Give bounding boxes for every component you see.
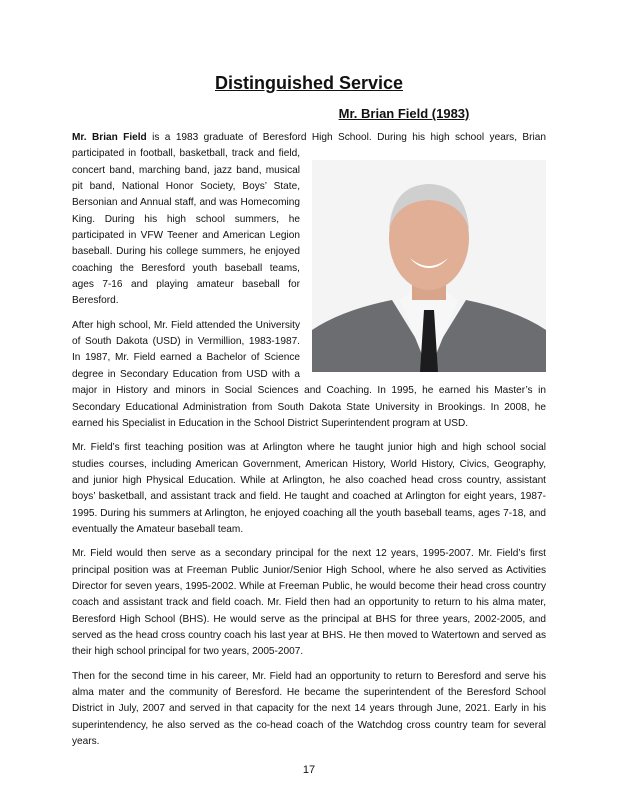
page-title: Distinguished Service <box>214 73 404 93</box>
paragraph: Mr. Field would then serve as a secondary principal for the next 12 years, 1995-2007. Mr. Field’s first principal position was at Freeman Public Junior/Senior High School, where he also served as Activities Director for seven years, 1995-2002. While at Freeman Public, he would become their head cross country coach and assistant track and field coach. Mr. Field then had an opportunity to return to his alma mater, Beresford High School (BHS). He would serve as the principal at BHS for three years, 2002-2005, and served as the head cross country coach his last year at BHS. He then moved to Watertown and served as their high school principal for two years, 2005-2007. <box>72 548 546 658</box>
section-subtitle <box>0 106 618 121</box>
portrait-photo-icon <box>312 160 546 372</box>
paragraph: After high school, Mr. Field attended the University of South Dakota (USD) in Vermillion, 1983-1987. In 1987, Mr. Field earned a Bachelor of Science degree in Secondary Education from USD with a major in History and minors in Social Sciences and Coaching. In 1995, he earned his Master’s in Secondary Educational Administration from South Dakota State University in Brookings. In 2008, he earned his Specialist in Education in the School District Superintendent program at USD. <box>72 319 546 429</box>
paragraph: Mr. Field’s first teaching position was at Arlington where he taught junior high and high school social studies courses, including American Government, American History, World History, Civics, Geography, and junior high Physical Education. While at Arlington, he also coached head cross country, assistant boys’ basketball, and assistant track and field. He taught and coached at Arlington for eight years, 1987-1995. During his summers at Arlington, he enjoyed coaching all the youth baseball teams, ages 7-18, and eventually the Amateur baseball team. <box>72 442 546 535</box>
page-number: 17 <box>302 764 316 776</box>
paragraph-text: is a 1983 graduate of Beresford High School. During his high school years, Brian participated in football, basketball, track and field, concert band, marching band, jazz band, musical pit band, National Honor Society, Boys’ State, Bersonian and Annual staff, and was Homecoming King. During his high school summers, he participated in VFW Teener and American Legion baseball. During his college summers, he enjoyed coaching the Beresford youth baseball teams, ages 7-16 and playing amateur baseball for Beresford. <box>72 132 546 307</box>
honoree-name: Mr. Brian Field (1983) <box>338 106 470 121</box>
paragraph-lead: Mr. Brian Field <box>72 132 147 143</box>
paragraph: Then for the second time in his career, Mr. Field had an opportunity to return to Beresford and serve his alma mater and the community of Beresford. He became the superintendent of the Beresford School District in July, 2007 and served in that capacity for the next 14 years through June, 2021. Early in his superintendency, he also served as the co-head coach of the Watchdog cross country team for several years. <box>72 670 546 748</box>
article-body <box>72 130 546 758</box>
